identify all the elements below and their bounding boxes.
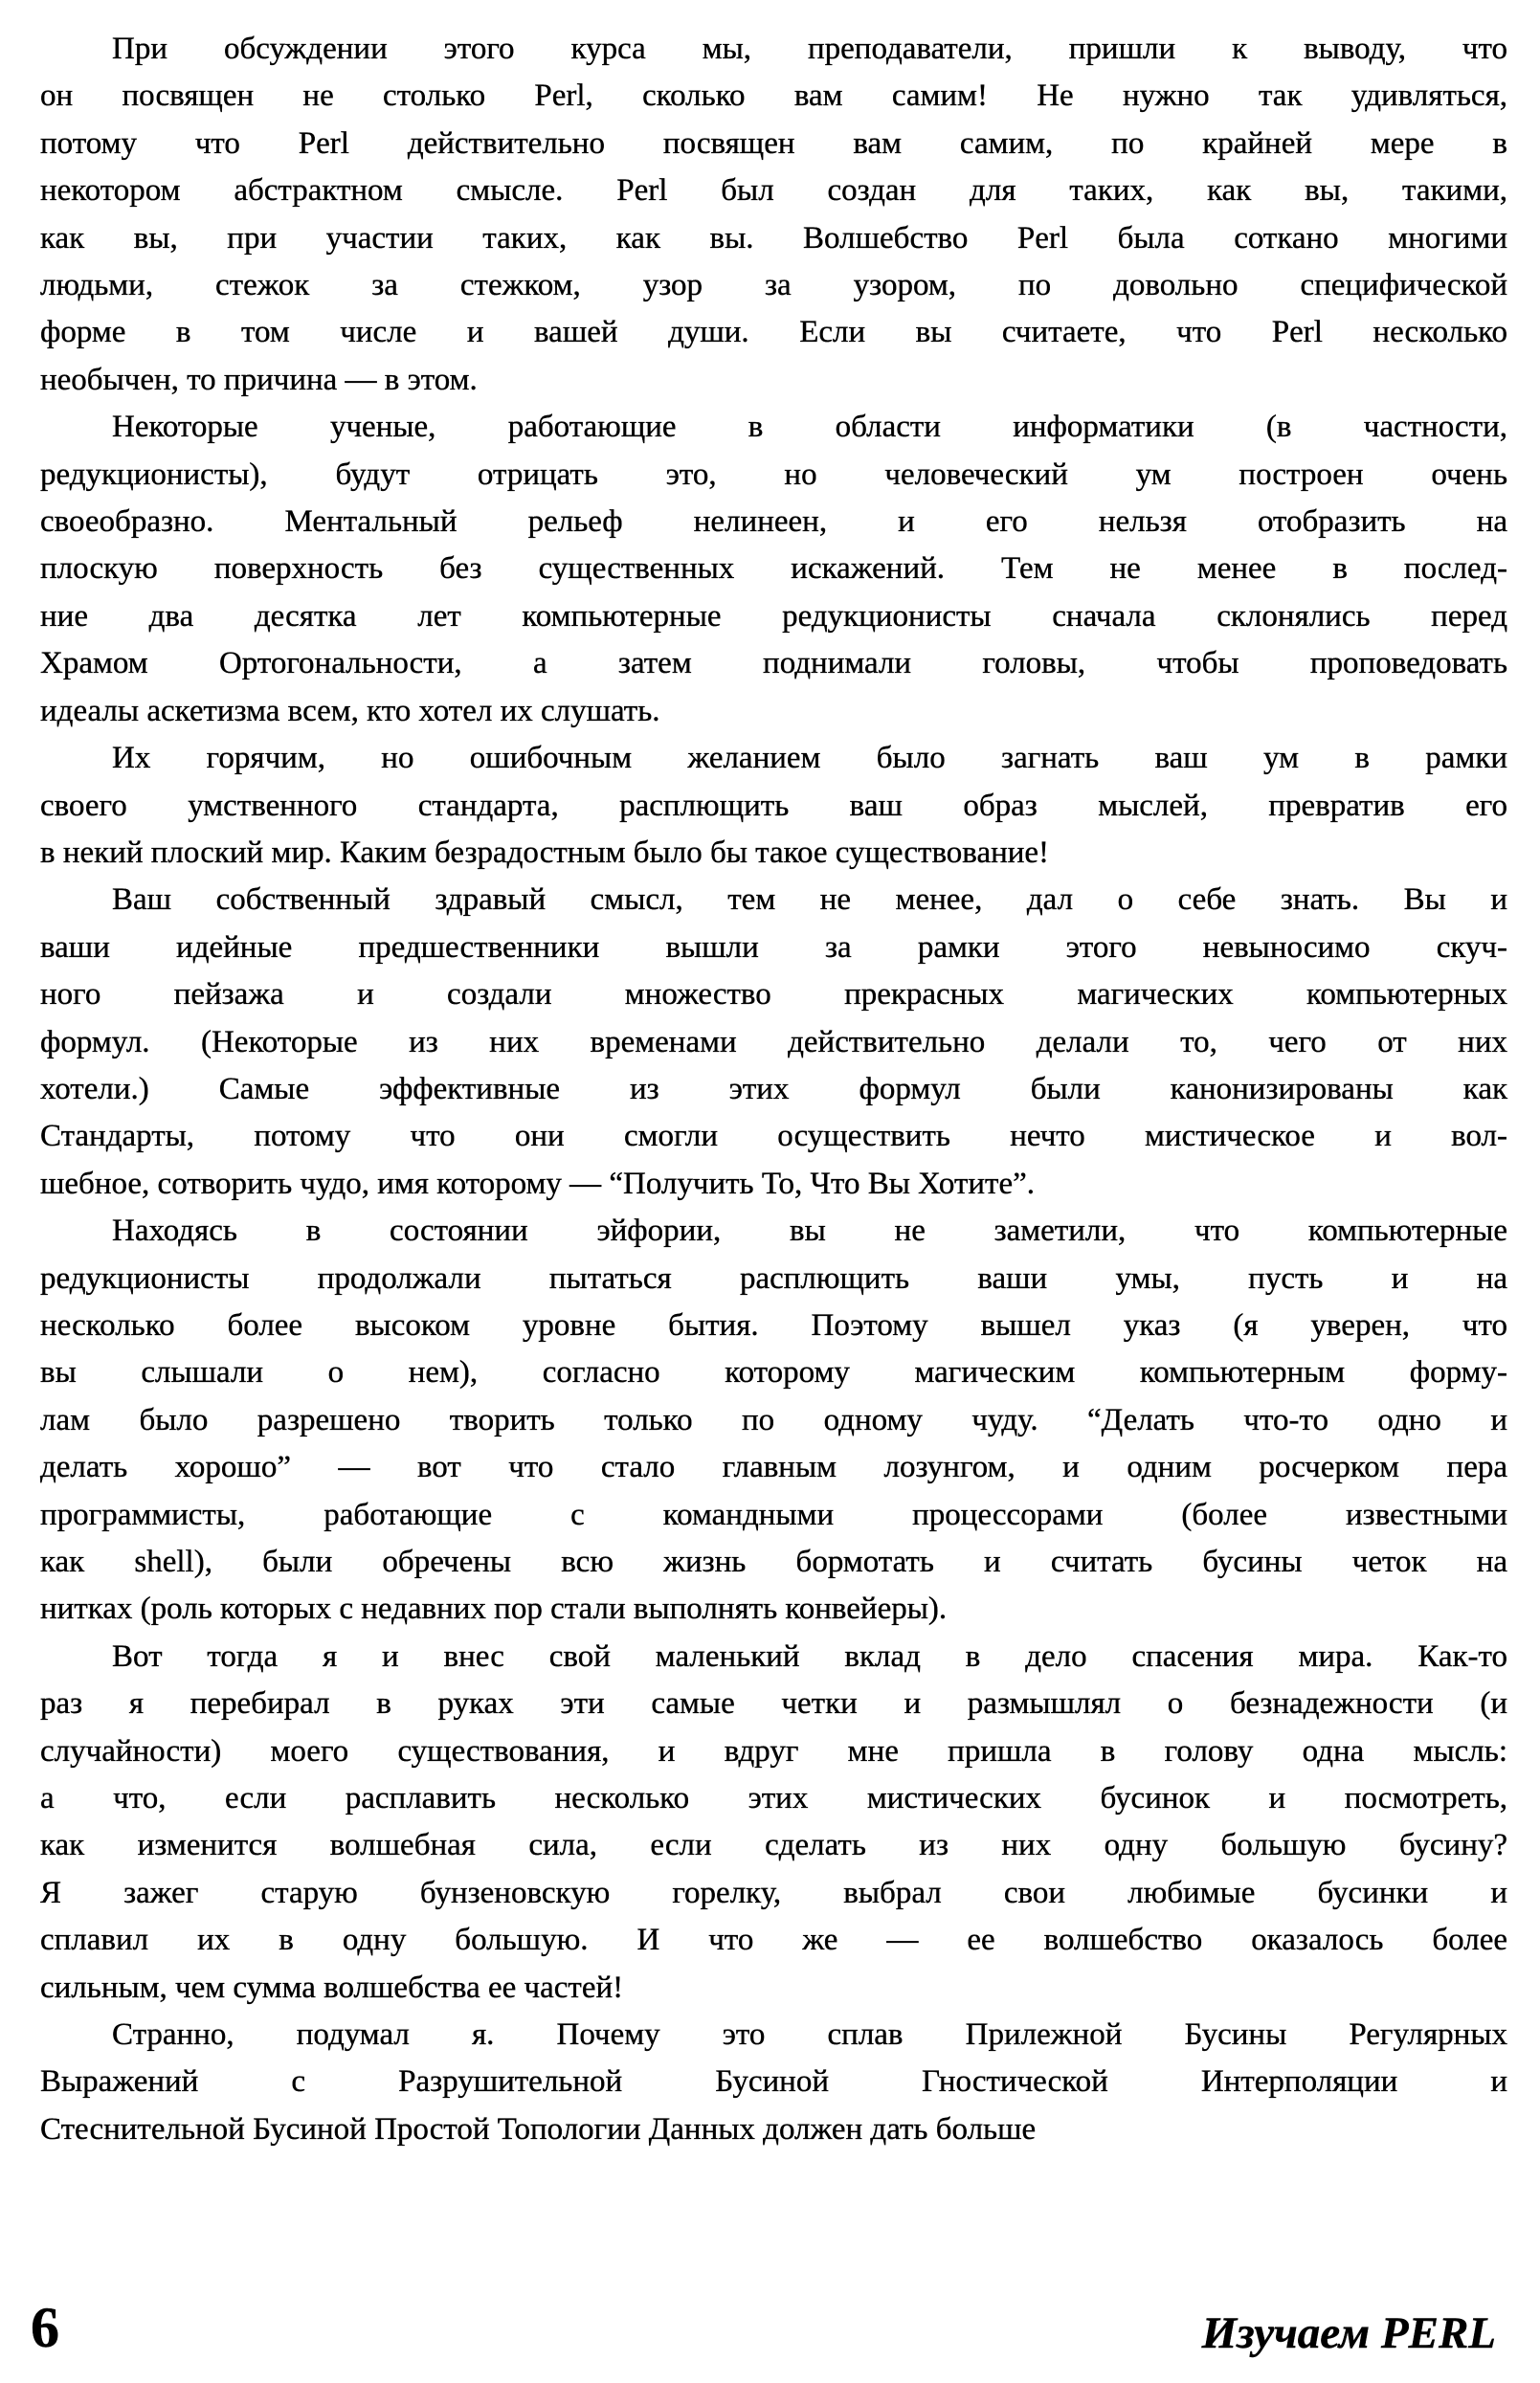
text-line: делать хорошо” — вот что стало главным лозунгом, и одним росчерком пера xyxy=(40,1450,1507,1485)
text-line: несколько более высоком уровне бытия. Поэтому вышел указ (я уверен, что xyxy=(40,1307,1507,1343)
text-line: Вот тогда я и внес свой маленький вклад в дело спасения мира. Как-то xyxy=(112,1638,1507,1674)
paragraph xyxy=(40,735,1507,877)
text-line: нитках (роль которых с недавних пор стали выполнять конвейеры). xyxy=(40,1592,948,1627)
text-line: Храмом Ортогональности, а затем поднимали головы, чтобы проповедовать xyxy=(40,646,1507,681)
text-line: а что, если расплавить несколько этих мистических бусинок и посмотреть, xyxy=(40,1781,1507,1816)
text-line: сильным, чем сумма волшебства ее частей! xyxy=(40,1970,624,2005)
text-line: хотели.) Самые эффективные из этих формул были канонизированы как xyxy=(40,1071,1507,1106)
text-line: Некоторые ученые, работающие в области информатики (в частности, xyxy=(112,410,1507,445)
text-line: Выражений с Разрушительной Бусиной Гностической Интерполяции и xyxy=(40,2064,1507,2100)
text-line: ного пейзажа и создали множество прекрасных магических компьютерных xyxy=(40,977,1507,1013)
paragraph xyxy=(40,26,1507,404)
text-line: случайности) моего существования, и вдруг мне пришла в голову одна мысль: xyxy=(40,1733,1507,1769)
text-line: он посвящен не столько Perl, сколько вам самим! Не нужно так удивляться, xyxy=(40,78,1507,114)
text-line: шебное, сотворить чудо, имя которому — “Получить То, Что Вы Хотите”. xyxy=(40,1166,1036,1201)
text-line: Стеснительной Бусиной Простой Топологии Данных должен дать больше xyxy=(40,2111,1037,2147)
text-line: необычен, то причина — в этом. xyxy=(40,362,478,397)
body-text xyxy=(40,26,1507,2153)
paragraph xyxy=(40,1634,1507,2012)
text-line: в некий плоский мир. Каким безрадостным было бы такое существование! xyxy=(40,835,1050,870)
paragraph xyxy=(40,404,1507,735)
text-line: форме в том числе и вашей души. Если вы считаете, что Perl несколько xyxy=(40,315,1507,350)
text-line: людьми, стежок за стежком, узор за узором, по довольно специфической xyxy=(40,268,1507,303)
text-line: как shell), были обречены всю жизнь бормотать и считать бусины четок на xyxy=(40,1545,1507,1579)
text-line: ваши идейные предшественники вышли за рамки этого невыносимо скуч- xyxy=(40,929,1507,965)
running-title: Изучаем PERL xyxy=(1201,2308,1496,2358)
text-line: формул. (Некоторые из них временами действительно делали то, чего от них xyxy=(40,1024,1507,1059)
text-line: Находясь в состоянии эйфории, вы не заметили, что компьютерные xyxy=(112,1214,1507,1249)
text-line: своего умственного стандарта, расплющить ваш образ мыслей, превратив его xyxy=(40,788,1507,823)
text-line: При обсуждении этого курса мы, преподаватели, пришли к выводу, что xyxy=(112,32,1507,66)
text-line: потому что Perl действительно посвящен вам самим, по крайней мере в xyxy=(40,125,1507,161)
text-line: Их горячим, но ошибочным желанием было загнать ваш ум в рамки xyxy=(112,741,1507,776)
text-line: идеалы аскетизма всем, кто хотел их слушать. xyxy=(40,693,660,728)
paragraph xyxy=(40,2012,1507,2153)
page-number: 6 xyxy=(31,2296,59,2359)
text-line: сплавил их в одну большую. И что же — ее волшебство оказалось более xyxy=(40,1923,1507,1958)
text-line: Ваш собственный здравый смысл, тем не менее, дал о себе знать. Вы и xyxy=(112,882,1507,918)
text-line: Я зажег старую бунзеновскую горелку, выбрал свои любимые бусинки и xyxy=(40,1875,1507,1910)
text-line: вы слышали о нем), согласно которому магическим компьютерным форму- xyxy=(40,1355,1507,1391)
text-line: ние два десятка лет компьютерные редукционисты сначала склонялись перед xyxy=(40,598,1507,634)
text-line: как вы, при участии таких, как вы. Волшебство Perl была соткано многими xyxy=(40,220,1507,256)
text-line: редукционисты), будут отрицать это, но человеческий ум построен очень xyxy=(40,457,1507,492)
text-line: Стандарты, потому что они смогли осуществить нечто мистическое и вол- xyxy=(40,1119,1507,1154)
paragraph xyxy=(40,1208,1507,1634)
text-line: как изменится волшебная сила, если сделать из них одну большую бусину? xyxy=(40,1828,1507,1863)
text-line: раз я перебирал в руках эти самые четки и размышлял о безнадежности (и xyxy=(40,1686,1507,1722)
text-line: Странно, подумал я. Почему это сплав Прилежной Бусины Регулярных xyxy=(112,2017,1507,2053)
text-line: плоскую поверхность без существенных искажений. Тем не менее в послед- xyxy=(40,551,1507,587)
text-line: некотором абстрактном смысле. Perl был создан для таких, как вы, такими, xyxy=(40,173,1507,209)
text-line: редукционисты продолжали пытаться расплющить ваши умы, пусть и на xyxy=(40,1260,1507,1296)
text-line: программисты, работающие с командными процессорами (более известными xyxy=(40,1497,1507,1532)
text-line: своеобразно. Ментальный рельеф нелинеен, и его нельзя отобразить на xyxy=(40,504,1507,540)
paragraph xyxy=(40,877,1507,1208)
text-line: лам было разрешено творить только по одному чуду. “Делать что-то одно и xyxy=(40,1402,1507,1437)
